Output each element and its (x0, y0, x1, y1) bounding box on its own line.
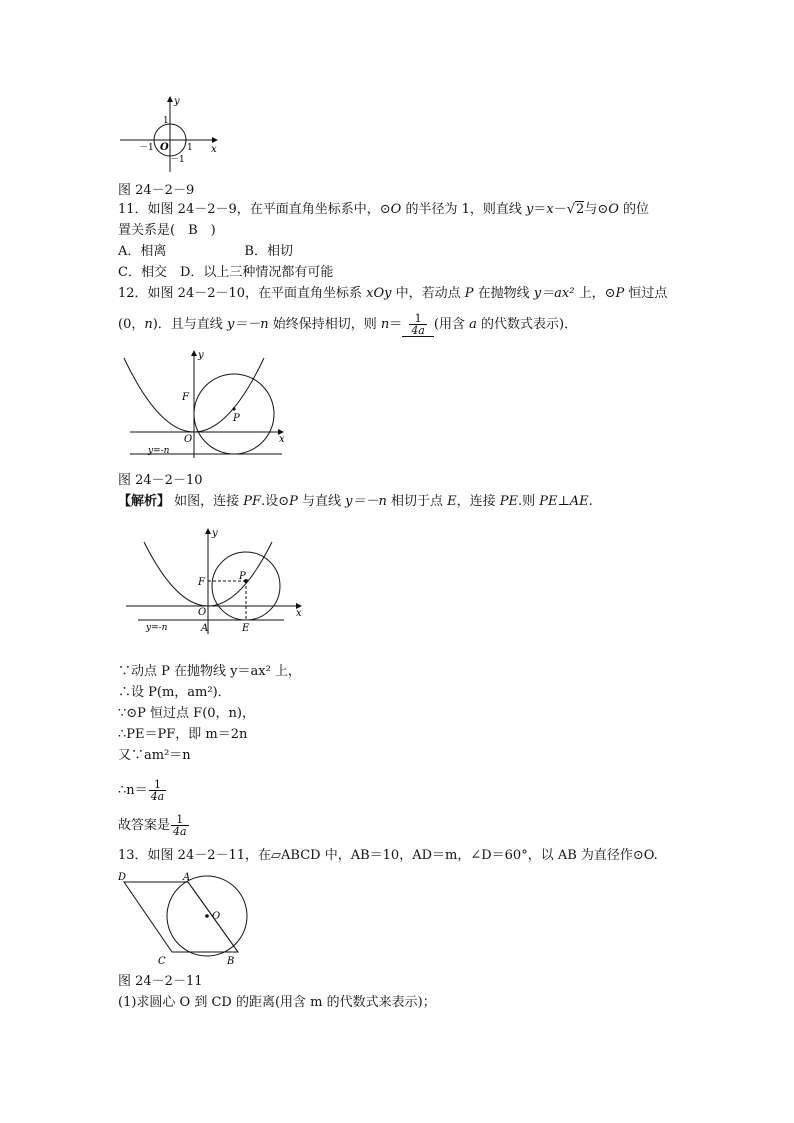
label-o: O (212, 911, 221, 922)
label-neg-one-bottom: －1 (170, 155, 185, 165)
question-12: 12．如图 24－2－10，在平面直角坐标系 xOy 中，若动点 P 在抛物线 y＝ax² 上，⊙P 恒过点 (118, 286, 668, 301)
question-11: 11．如图 24－2－9，在平面直角坐标系中，⊙O 的半径为 1，则直线 y＝x－√2与⊙O 的位 (118, 202, 650, 217)
label-neg-one-left: －1 (139, 143, 154, 153)
question-11-options-cd: C．相交 D．以上三种情况都有可能 (118, 265, 334, 280)
question-11-options-ab: A．相离 B．相切 (118, 244, 293, 259)
label-x: x (211, 144, 217, 155)
label-c: C (158, 956, 166, 967)
point-p (232, 407, 235, 410)
point-o (205, 914, 209, 918)
label-one-top: 1 (163, 116, 169, 126)
figure-analysis (118, 528, 308, 638)
y-axis-arrow (167, 96, 173, 102)
question-13: 13．如图 24－2－11，在▱ABCD 中，AB＝10，AD＝m，∠D＝60°，以 AB 为直径作⊙O. (118, 848, 658, 863)
label-p: P (233, 413, 240, 424)
question-12-line2: (0，n)．且与直线 y＝－n 始终保持相切，则 n＝ $\frac{1}{4a}$ (用含 a 的代数式表示)． (118, 312, 578, 337)
figure-caption: 图 24－2－11 (118, 974, 203, 989)
step-3: ∵⊙P 恒过点 F(0，n)， (118, 706, 255, 721)
step-4: ∴PE＝PF，即 m＝2n (118, 727, 248, 742)
x-axis-arrow (212, 137, 218, 143)
label-o: O (184, 434, 193, 445)
figure-24-2-9 (116, 92, 226, 174)
label-line: y=-n (148, 446, 170, 456)
label-one-right: 1 (187, 143, 193, 153)
step-5: 又∵am²＝n (118, 748, 191, 763)
figure-24-2-10 (118, 346, 298, 464)
figure-24-2-11 (114, 868, 264, 968)
analysis: 【解析】 如图，连接 PF.设⊙P 与直线 y＝－n 相切于点 E，连接 PE.则 PE⊥AE. (118, 494, 593, 509)
label-b: B (227, 956, 235, 967)
step-n: ∴n＝ $\frac{1}{4a}$ (118, 778, 165, 803)
label-a: A (183, 872, 191, 883)
answer-blank: $\frac{1}{4a}$ (402, 313, 434, 337)
label-y: y (174, 96, 180, 107)
label-y: y (198, 350, 204, 361)
label-f: F (198, 577, 205, 588)
step-1: ∵动点 P 在抛物线 y＝ax² 上， (118, 664, 301, 679)
figure-caption: 图 24－2－9 (118, 183, 195, 198)
final-answer: 故答案是 $\frac{1}{4a}$ (118, 813, 187, 838)
label-x: x (296, 608, 302, 619)
y-axis-arrow (191, 350, 197, 356)
figure-caption: 图 24－2－10 (118, 473, 203, 488)
label-o: O (198, 607, 207, 618)
question-11-line2: 置关系是( B ) (118, 223, 216, 238)
label-e: E (242, 623, 250, 634)
label-y: y (212, 528, 218, 539)
label-d: D (118, 872, 127, 883)
y-axis-arrow (205, 528, 211, 534)
label-origin: O (160, 142, 169, 153)
label-x: x (279, 434, 285, 445)
step-2: ∴设 P(m，am²)． (118, 685, 231, 700)
label-p: P (239, 571, 246, 582)
label-line: y=-n (146, 623, 168, 633)
label-a: A (201, 623, 209, 634)
label-f: F (182, 392, 189, 403)
question-13-part-1: (1)求圆心 O 到 CD 的距离(用含 m 的代数式来表示)； (118, 995, 436, 1010)
parallelogram (124, 882, 238, 952)
